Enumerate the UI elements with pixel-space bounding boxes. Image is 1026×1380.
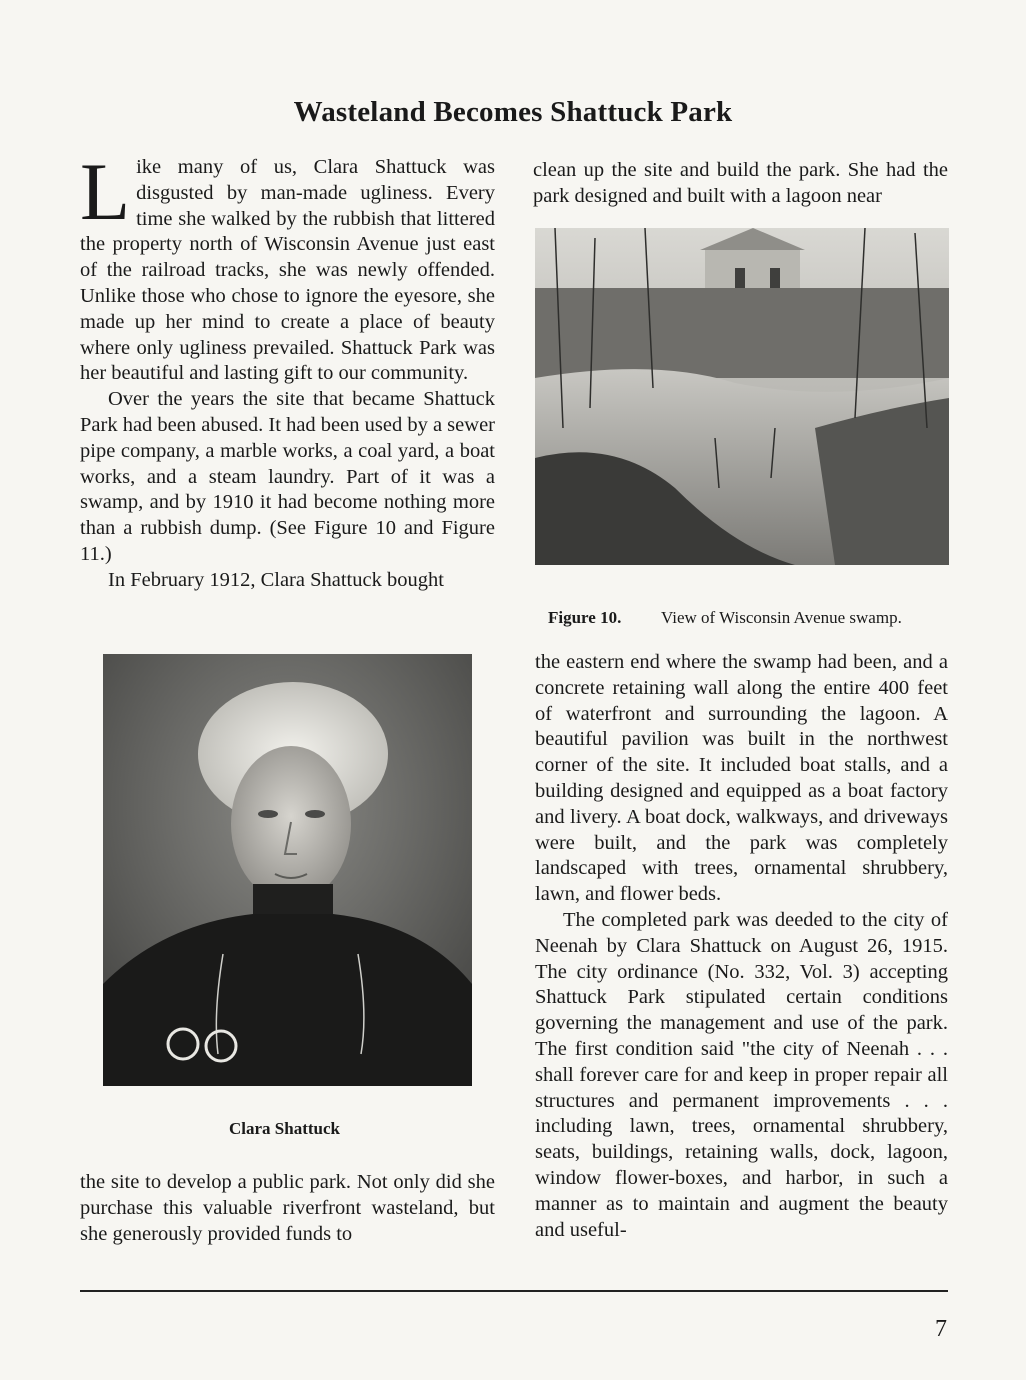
paragraph: The completed park was deeded to the city of Neenah by Clara Shattuck on August 26, 1915. The city ordinance (No. 332, Vol. 3) accepting Shattuck Park stipulated certain conditions governing the management and use of the park. The first condition said "the city of Neenah . . . shall forever care for and keep in proper repair all structures and permanent improvements . . . including lawn, trees, ornamental shrubbery, seats, buildings, retaining walls, dock, lagoon, window flower-boxes, and harbor, in such a manner as to maintain and augment the beauty and useful- xyxy=(535,908,948,1241)
paragraph: Over the years the site that became Shattuck Park had been abused. It had been used by a sewer pipe company, a marble works, a coal yard, a boat works, and a steam laundry. Part of it was a swamp, and by 1910 it had become nothing more than a rubbish dump. (See Figure 10 and Figure 11.) xyxy=(80,388,495,565)
drop-cap: L xyxy=(80,146,131,237)
page-number: 7 xyxy=(935,1316,947,1342)
article-title: Wasteland Becomes Shattuck Park xyxy=(293,96,733,128)
right-column-top xyxy=(533,158,948,210)
paragraph: In February 1912, Clara Shattuck bought xyxy=(108,568,444,591)
paragraph: clean up the site and build the park. She had the park designed and built with a lagoon near xyxy=(533,159,948,207)
left-column-top xyxy=(80,146,495,594)
portrait-caption: Clara Shattuck xyxy=(229,1119,340,1138)
figure-10-caption: View of Wisconsin Avenue swamp. xyxy=(661,608,902,627)
footer-rule xyxy=(80,1290,948,1292)
figure-10-label: Figure 10. xyxy=(548,608,622,627)
paragraph: the eastern end where the swamp had been, and a concrete retaining wall along the entire 400 feet of waterfront and surrounding the lagoon. A beautiful pavilion was built in the northwest corner of the site. It included boat stalls, and a building designed and equipped as a boat factory and livery. A boat dock, walkways, and driveways were built, and the park was completely landscaped with trees, ornamental shrubbery, lawn, and flower beds. xyxy=(535,651,948,906)
swamp-photo xyxy=(535,228,949,565)
left-column-bottom xyxy=(80,1170,495,1247)
right-column-main xyxy=(535,650,948,1243)
portrait-photo xyxy=(103,654,472,1086)
paragraph: the site to develop a public park. Not only did she purchase this valuable riverfront wasteland, but she generously provided funds to xyxy=(80,1171,495,1245)
paragraph: Like many of us, Clara Shattuck was disgusted by man-made ugliness. Every time she walked by the rubbish that littered the property north of Wisconsin Avenue just east of the railroad tracks, she was newly offended. Unlike those who chose to ignore the eyesore, she made up her mind to create a place of beauty where only ugliness prevailed. Shattuck Park was her beautiful and lasting gift to our community. xyxy=(80,146,495,385)
